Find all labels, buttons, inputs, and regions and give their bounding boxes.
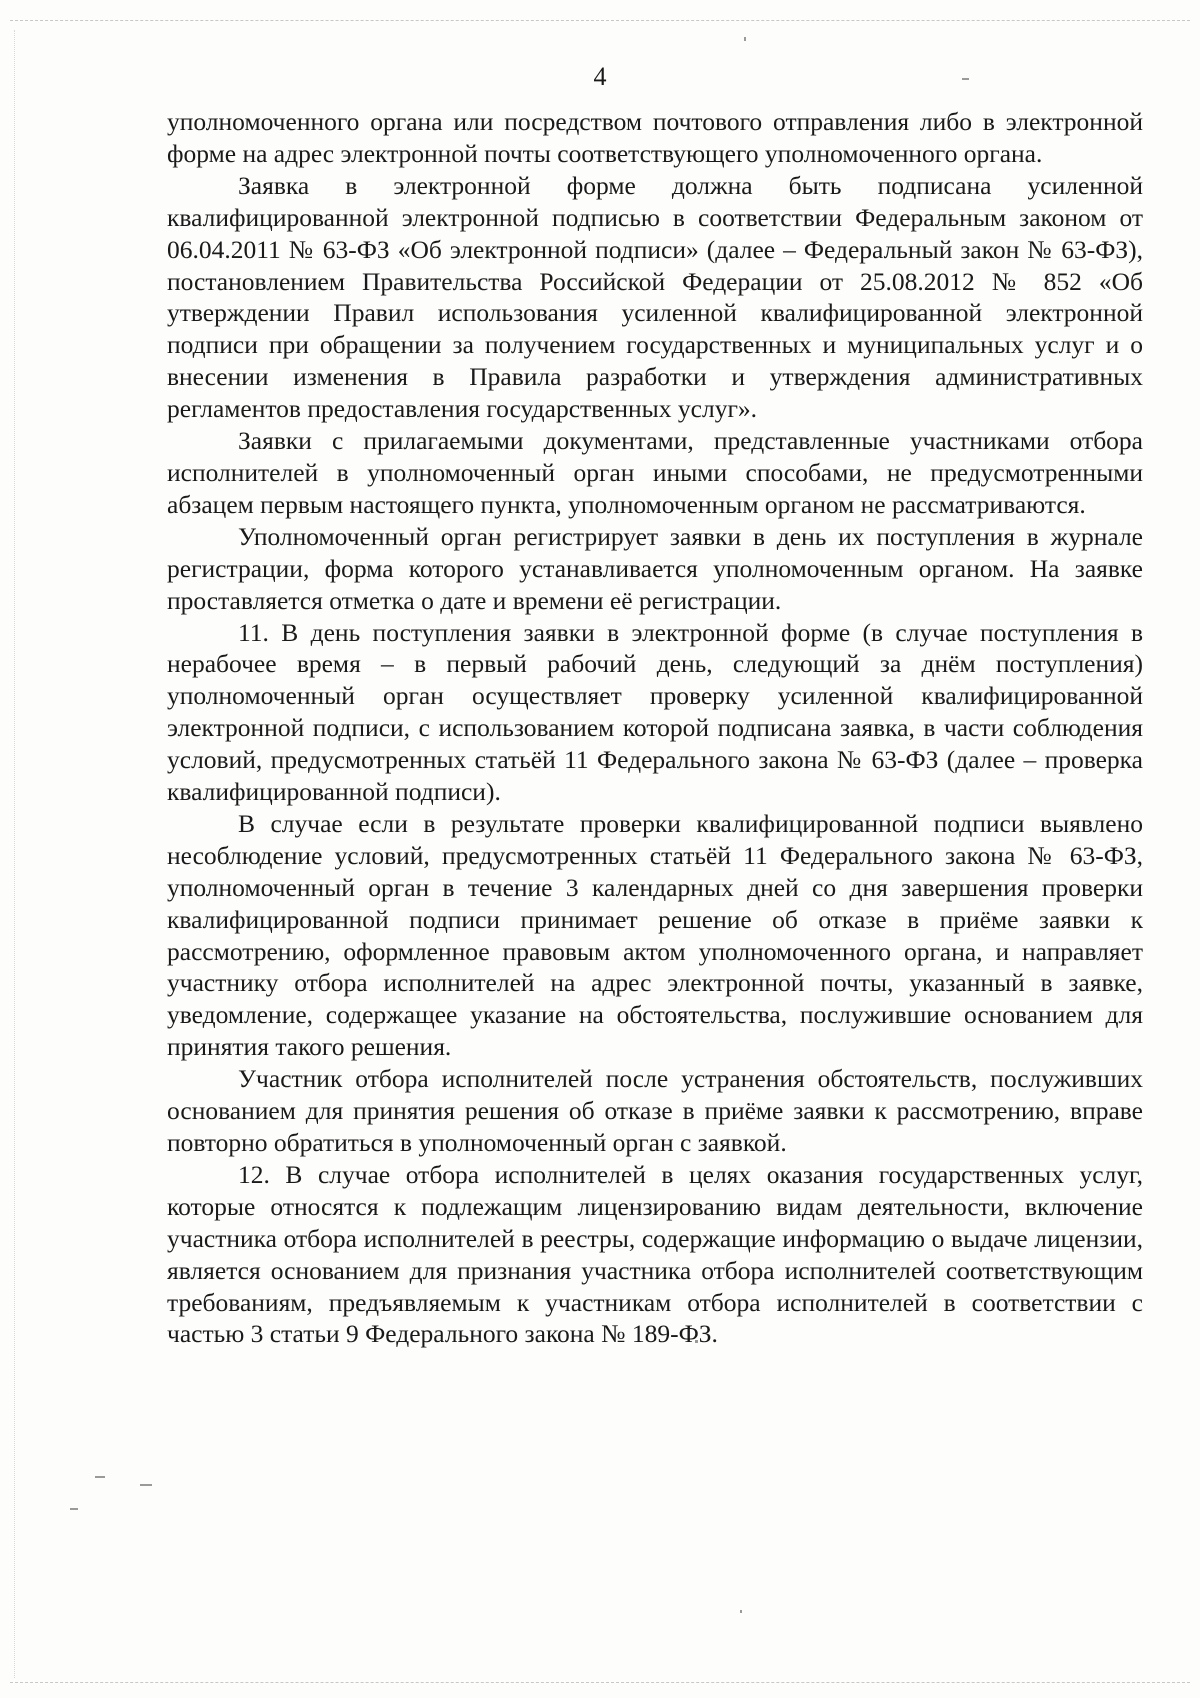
scan-edge-top <box>10 20 1190 21</box>
paragraph: В случае если в результате проверки квалифицированной подписи выявлено несоблюдение условий, предусмотренных статьёй 11 Федерального закона № 63-ФЗ, уполномоченный орган в течение 3 календарных дней со дня завершения проверки квалифицированной подписи принимает решение об отказе в приёме заявки к рассмотрению, оформленное правовым актом уполномоченного органа, и направляет участнику отбора исполнителей на адрес электронной почты, указанный в заявке, уведомление, содержащее указание на обстоятельства, послужившие основанием для принятия такого решения. <box>167 808 1143 1062</box>
scan-edge-bottom <box>10 1682 1190 1683</box>
paragraph-clause-11: 11. В день поступления заявки в электронной форме (в случае поступления в нерабочее время – в первый рабочий день, следующий за днём поступления) уполномоченный орган осуществляет проверку усиленной квалифицированной электронной подписи, с использованием которой подписана заявка, в части соблюдения условий, предусмотренных статьёй 11 Федерального закона № 63-ФЗ (далее – проверка квалифицированной подписи). <box>167 617 1143 807</box>
paragraph: Участник отбора исполнителей после устранения обстоятельств, послуживших основанием для принятия решения об отказе в приёме заявки к рассмотрению, вправе повторно обратиться в уполномоченный орган с заявкой. <box>167 1064 1143 1157</box>
paragraph: Уполномоченный орган регистрирует заявки в день их поступления в журнале регистрации, форма которого устанавливается уполномоченным органом. На заявке проставляется отметка о дате и времени её регистрации. <box>167 521 1143 615</box>
scan-edge-left <box>14 30 15 1678</box>
scan-speck <box>140 1484 152 1486</box>
scan-speck <box>740 1610 742 1613</box>
paragraph: Заявка в электронной форме должна быть подписана усиленной квалифицированной электронной подписью в соответствии Федеральным законом от 06.04.2011 № 63-ФЗ «Об электронной подписи» (далее – Федеральный закон № 63-ФЗ), постановлением Правительства Российской Федерации от 25.08.2012 № 852 «Об утверждении Правил использования усиленной квалифицированной электронной подписи при обращении за получением государственных и муниципальных услуг и о внесении изменения в Правила разработки и утверждения административных регламентов предоставления государственных услуг». <box>167 170 1143 424</box>
scan-speck <box>744 37 746 41</box>
document-body <box>167 106 1143 1350</box>
paragraph: уполномоченного органа или посредством почтового отправления либо в электронной форме на адрес электронной почты соответствующего уполномоченного органа. <box>167 107 1143 168</box>
page-number: 4 <box>593 62 607 91</box>
scan-speck <box>95 1476 105 1478</box>
paragraph: Заявки с прилагаемыми документами, представленные участниками отбора исполнителей в уполномоченный орган иными способами, не предусмотренными абзацем первым настоящего пункта, уполномоченным органом не рассматриваются. <box>167 426 1143 519</box>
scan-speck <box>70 1508 78 1510</box>
paragraph-clause-12: 12. В случае отбора исполнителей в целях оказания государственных услуг, которые относятся к подлежащим лицензированию видам деятельности, включение участника отбора исполнителей в реестры, содержащие информацию о выдаче лицензии, является основанием для признания участника отбора исполнителей соответствующим требованиям, предъявляемым к участникам отбора исполнителей в соответствии с частью 3 статьи 9 Федерального закона № 189-ФЗ. <box>167 1159 1143 1349</box>
